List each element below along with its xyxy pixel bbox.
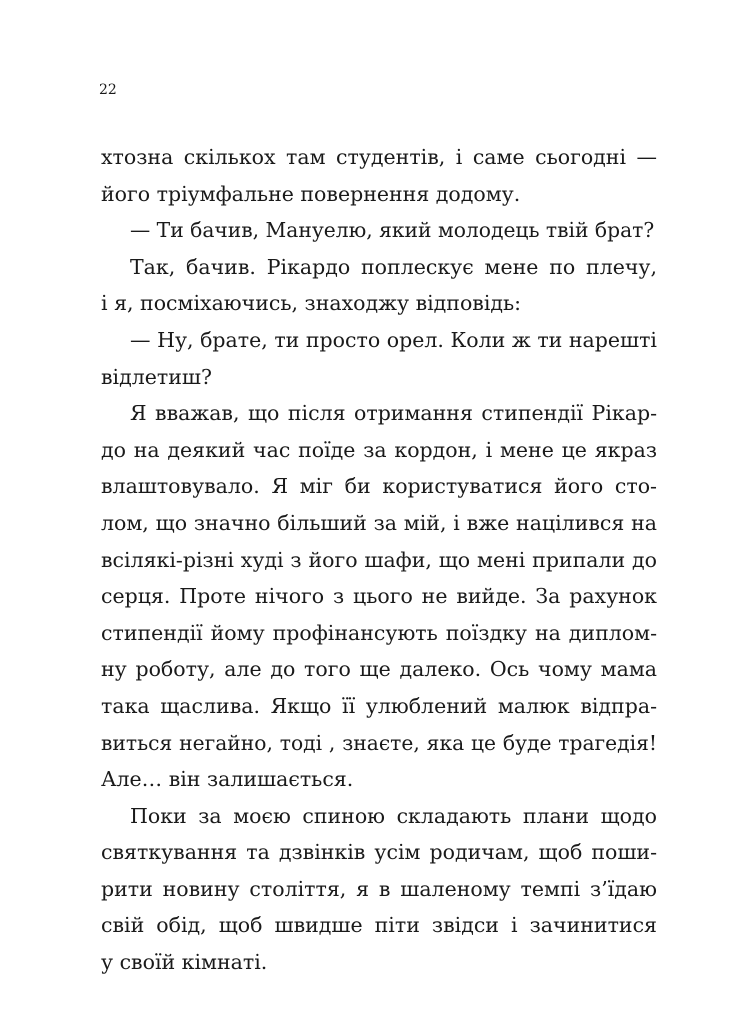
page-number: 22 — [99, 82, 117, 98]
text-line: лом, що значно більший за мій, і вже націлився на — [101, 510, 657, 535]
text-line: стипендії йому профінансують поїздку на диплом- — [101, 620, 657, 645]
text-line: всілякі-різні худі з його шафи, що мені припали до — [101, 547, 657, 572]
text-line: влаштовувало. Я міг би користуватися його сто- — [101, 474, 657, 499]
text-line: святкування та дзвінків усім родичам, щоб поши- — [101, 840, 657, 865]
text-line: до на деякий час поїде за кордон, і мене це якраз — [101, 437, 657, 462]
text-line: і я, посміхаючись, знаходжу відповідь: — [101, 291, 522, 316]
text-line: у своїй кімнаті. — [101, 950, 268, 975]
text-line: Я вважав, що після отримання стипендії Рікар- — [130, 401, 657, 426]
text-line: виться негайно, тоді , знаєте, яка це буде трагедія! — [101, 730, 657, 755]
text-line: відлетиш? — [101, 364, 212, 389]
text-line: — Ну, брате, ти просто орел. Коли ж ти нарешті — [130, 327, 657, 352]
text-line: Але… він залишається. — [101, 767, 354, 792]
text-line: рити новину століття, я в шаленому темпі з’їдаю — [101, 876, 657, 901]
text-line: свій обід, щоб швидше піти звідси і зачинитися — [101, 913, 657, 938]
text-line: — Ти бачив, Мануелю, який молодець твій брат? — [130, 218, 655, 243]
text-line: Так, бачив. Рікардо поплескує мене по плечу, — [130, 254, 657, 279]
body-text — [101, 139, 657, 981]
text-line: його тріумфальне повернення додому. — [101, 181, 521, 206]
text-line: серця. Проте нічого з цього не вийде. За рахунок — [101, 584, 657, 609]
text-line: хтозна скількох там студентів, і саме сьогодні — — [101, 145, 657, 169]
text-line: така щаслива. Якщо її улюблений малюк відпра- — [101, 693, 657, 718]
text-line: Поки за моєю спиною складають плани щодо — [130, 803, 657, 828]
text-line: ну роботу, але до того ще далеко. Ось чому мама — [101, 657, 657, 682]
